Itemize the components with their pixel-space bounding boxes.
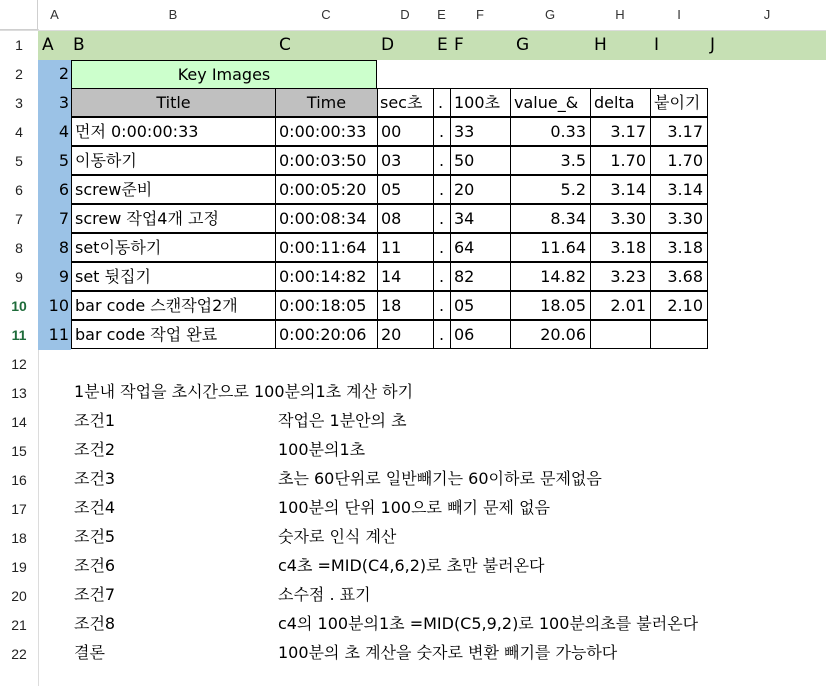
cell-value[interactable]: 11.64 xyxy=(510,233,591,262)
note-label[interactable]: 조건7 xyxy=(74,585,116,604)
cell-c100[interactable]: 06 xyxy=(450,320,511,349)
note-text[interactable]: 100분의 초 계산을 숫자로 변환 빼기를 가능하다 xyxy=(278,643,618,662)
index-cell[interactable]: 4 xyxy=(38,118,71,147)
cell-sec[interactable]: 08 xyxy=(377,204,434,233)
row-header[interactable]: 12 xyxy=(0,350,38,379)
cell-title[interactable]: set 뒷집기 xyxy=(71,262,276,291)
notes-heading[interactable]: 1분내 작업을 초시간으로 100분의1초 계산 하기 xyxy=(74,382,414,401)
select-all-corner[interactable] xyxy=(0,0,38,30)
cell-time[interactable]: 0:00:00:33 xyxy=(275,117,378,146)
index-cell[interactable]: 10 xyxy=(38,292,71,321)
cell-paste[interactable]: 1.70 xyxy=(650,146,708,175)
note-label[interactable]: 조건4 xyxy=(74,498,116,517)
note-text[interactable]: 작업은 1분안의 초 xyxy=(278,411,407,430)
cell-paste[interactable]: 3.14 xyxy=(650,175,708,204)
cell-time[interactable]: 0:00:20:06 xyxy=(275,320,378,349)
cell-value[interactable]: 5.2 xyxy=(510,175,591,204)
cell-time[interactable]: 0:00:18:05 xyxy=(275,291,378,320)
header-dot[interactable]: . xyxy=(433,88,451,117)
cell-value[interactable]: 20.06 xyxy=(510,320,591,349)
cell-dot[interactable]: . xyxy=(433,262,451,291)
cell-dot[interactable]: . xyxy=(433,117,451,146)
header-sec[interactable]: sec초 xyxy=(377,88,434,117)
header-time[interactable]: Time xyxy=(275,88,378,117)
cell-sec[interactable]: 18 xyxy=(377,291,434,320)
cell-c100[interactable]: 64 xyxy=(450,233,511,262)
column-header-h[interactable]: H xyxy=(590,0,650,29)
row-header[interactable]: 14 xyxy=(0,408,38,437)
row-header[interactable]: 5 xyxy=(0,147,38,176)
cell-dot[interactable]: . xyxy=(433,233,451,262)
row-header[interactable]: 8 xyxy=(0,234,38,263)
column-header-e[interactable]: E xyxy=(433,0,450,29)
row-header[interactable]: 9 xyxy=(0,263,38,292)
cell-value[interactable]: 8.34 xyxy=(510,204,591,233)
note-label[interactable]: 결론 xyxy=(74,643,105,662)
note-text[interactable]: c4의 100분의1초 =MID(C5,9,2)로 100분의초를 불러온다 xyxy=(278,614,699,633)
index-cell[interactable]: 6 xyxy=(38,176,71,205)
cell-c1[interactable]: C xyxy=(275,31,377,60)
cell-value[interactable]: 14.82 xyxy=(510,262,591,291)
cell-title[interactable]: 먼저 0:00:00:33 xyxy=(71,117,276,146)
note-text[interactable]: 소수점 . 표기 xyxy=(278,585,371,604)
note-label[interactable]: 조건1 xyxy=(74,411,116,430)
column-header-d[interactable]: D xyxy=(377,0,433,29)
row-header[interactable]: 15 xyxy=(0,437,38,466)
cell-delta[interactable]: 1.70 xyxy=(590,146,651,175)
cell-delta[interactable]: 2.01 xyxy=(590,291,651,320)
column-header-c[interactable]: C xyxy=(275,0,377,29)
cell-delta[interactable]: 3.30 xyxy=(590,204,651,233)
cell-delta[interactable]: 3.17 xyxy=(590,117,651,146)
cell-i1[interactable]: I xyxy=(652,31,710,60)
cell-j1[interactable]: J xyxy=(708,31,768,60)
row-header[interactable]: 22 xyxy=(0,640,38,669)
cell-dot[interactable]: . xyxy=(433,175,451,204)
cell-sec[interactable]: 20 xyxy=(377,320,434,349)
cell-value[interactable]: 0.33 xyxy=(510,117,591,146)
note-text[interactable]: 100분의 단위 100으로 빼기 문제 없음 xyxy=(278,498,550,517)
cell-c100[interactable]: 05 xyxy=(450,291,511,320)
cell-sec[interactable]: 14 xyxy=(377,262,434,291)
note-label[interactable]: 조건8 xyxy=(74,614,116,633)
cell-paste[interactable]: 2.10 xyxy=(650,291,708,320)
header-title[interactable]: Title xyxy=(71,88,276,117)
column-header-i[interactable]: I xyxy=(650,0,708,29)
row-header[interactable]: 20 xyxy=(0,582,38,611)
row-header[interactable]: 18 xyxy=(0,524,38,553)
cell-time[interactable]: 0:00:03:50 xyxy=(275,146,378,175)
index-cell[interactable]: 9 xyxy=(38,263,71,292)
cell-sec[interactable]: 00 xyxy=(377,117,434,146)
row-header[interactable]: 2 xyxy=(0,60,38,89)
cell-time[interactable]: 0:00:11:64 xyxy=(275,233,378,262)
row-header[interactable]: 16 xyxy=(0,466,38,495)
cell-sec[interactable]: 05 xyxy=(377,175,434,204)
column-header-b[interactable]: B xyxy=(71,0,275,29)
cell-time[interactable]: 0:00:08:34 xyxy=(275,204,378,233)
note-text[interactable]: 숫자로 인식 계산 xyxy=(278,527,397,546)
column-header-g[interactable]: G xyxy=(510,0,590,29)
note-text[interactable]: 100분의1초 xyxy=(278,440,366,459)
cell-paste[interactable]: 3.30 xyxy=(650,204,708,233)
cell-e1[interactable]: E xyxy=(437,31,453,60)
cell-value[interactable]: 18.05 xyxy=(510,291,591,320)
header-value[interactable]: value_& xyxy=(510,88,591,117)
cell-title[interactable]: bar code 스캔작업2개 xyxy=(71,291,276,320)
index-cell[interactable]: 3 xyxy=(38,89,71,118)
cell-c100[interactable]: 20 xyxy=(450,175,511,204)
row-header[interactable]: 7 xyxy=(0,205,38,234)
row-header[interactable]: 6 xyxy=(0,176,38,205)
cell-time[interactable]: 0:00:14:82 xyxy=(275,262,378,291)
cell-a1[interactable]: A xyxy=(38,31,71,60)
cell-title[interactable]: screw준비 xyxy=(71,175,276,204)
row-header[interactable]: 19 xyxy=(0,553,38,582)
note-text[interactable]: c4초 =MID(C4,6,2)로 초만 불러온다 xyxy=(278,556,545,575)
cell-delta[interactable] xyxy=(590,320,651,349)
cell-b1[interactable]: B xyxy=(71,31,275,60)
note-label[interactable]: 조건5 xyxy=(74,527,116,546)
cell-dot[interactable]: . xyxy=(433,320,451,349)
index-cell[interactable]: 7 xyxy=(38,205,71,234)
header-100[interactable]: 100초 xyxy=(450,88,511,117)
row-header[interactable]: 13 xyxy=(0,379,38,408)
cell-title[interactable]: bar code 작업 완료 xyxy=(71,320,276,349)
cell-dot[interactable]: . xyxy=(433,146,451,175)
cell-c100[interactable]: 33 xyxy=(450,117,511,146)
cell-d1[interactable]: D xyxy=(377,31,437,60)
cell-paste[interactable]: 3.68 xyxy=(650,262,708,291)
header-delta[interactable]: delta xyxy=(590,88,651,117)
cell-delta[interactable]: 3.18 xyxy=(590,233,651,262)
index-cell[interactable]: 5 xyxy=(38,147,71,176)
column-header-f[interactable]: F xyxy=(450,0,510,29)
note-label[interactable]: 조건3 xyxy=(74,469,116,488)
cell-paste[interactable]: 3.18 xyxy=(650,233,708,262)
cell-sec[interactable]: 11 xyxy=(377,233,434,262)
cell-delta[interactable]: 3.23 xyxy=(590,262,651,291)
column-header-a[interactable]: A xyxy=(38,0,71,29)
row-header[interactable]: 10 xyxy=(0,292,38,321)
cell-value[interactable]: 3.5 xyxy=(510,146,591,175)
row-header[interactable]: 4 xyxy=(0,118,38,147)
row-header[interactable]: 17 xyxy=(0,495,38,524)
cell-time[interactable]: 0:00:05:20 xyxy=(275,175,378,204)
cell-c100[interactable]: 82 xyxy=(450,262,511,291)
cell-f1[interactable]: F xyxy=(452,31,512,60)
note-label[interactable]: 조건2 xyxy=(74,440,116,459)
cell-paste[interactable]: 3.17 xyxy=(650,117,708,146)
cell-h1[interactable]: H xyxy=(592,31,652,60)
row-header[interactable]: 11 xyxy=(0,321,38,350)
row-header[interactable]: 3 xyxy=(0,89,38,118)
cell-delta[interactable]: 3.14 xyxy=(590,175,651,204)
index-cell[interactable]: 2 xyxy=(38,60,71,89)
index-cell[interactable]: 11 xyxy=(38,321,71,350)
cell-title[interactable]: screw 작업4개 고정 xyxy=(71,204,276,233)
cell-c100[interactable]: 50 xyxy=(450,146,511,175)
row-header[interactable]: 21 xyxy=(0,611,38,640)
cell-title[interactable]: 이동하기 xyxy=(71,146,276,175)
cell-dot[interactable]: . xyxy=(433,291,451,320)
cell-title[interactable]: set이동하기 xyxy=(71,233,276,262)
note-label[interactable]: 조건6 xyxy=(74,556,116,575)
row-header[interactable]: 1 xyxy=(0,31,38,60)
note-text[interactable]: 초는 60단위로 일반빼기는 60이하로 문제없음 xyxy=(278,469,602,488)
cell-g1[interactable]: G xyxy=(512,31,592,60)
cell-sec[interactable]: 03 xyxy=(377,146,434,175)
key-images-header[interactable]: Key Images xyxy=(71,60,377,89)
cell-c100[interactable]: 34 xyxy=(450,204,511,233)
cell-dot[interactable]: . xyxy=(433,204,451,233)
cell-paste[interactable] xyxy=(650,320,708,349)
header-paste[interactable]: 붙이기 xyxy=(650,88,708,117)
column-header-j[interactable]: J xyxy=(708,0,826,29)
index-cell[interactable]: 8 xyxy=(38,234,71,263)
